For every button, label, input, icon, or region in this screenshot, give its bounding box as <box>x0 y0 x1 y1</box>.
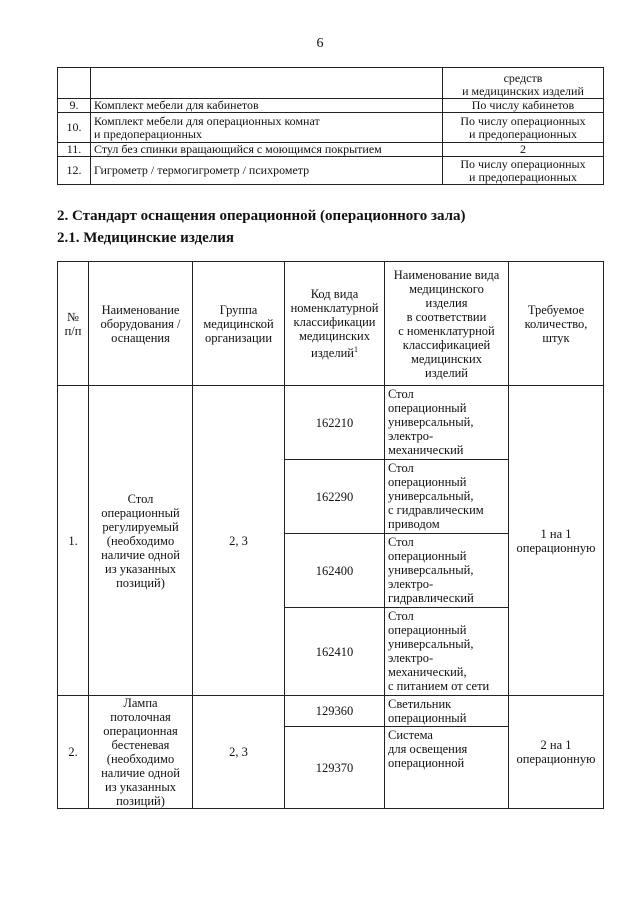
table-row <box>58 696 604 727</box>
device-kind-name: Стол операционный универсальный, с гидравлическим приводом <box>385 460 509 534</box>
nomenclature-code: 162210 <box>285 386 385 460</box>
header-row <box>58 262 604 386</box>
nomenclature-code: 162290 <box>285 460 385 534</box>
medical-devices-table <box>57 261 604 809</box>
top-equipment-table <box>57 67 604 185</box>
table-row <box>58 113 604 143</box>
subsection-heading: 2.1. Медицинские изделия <box>57 230 234 246</box>
header-equipment: Наименование оборудования / оснащения <box>89 262 193 386</box>
row-quantity: По числу операционных и предоперационных <box>443 113 604 143</box>
row-name: Гигрометр / термогигрометр / психрометр <box>91 157 443 185</box>
row-quantity: 2 <box>443 143 604 157</box>
row-number: 2. <box>58 696 89 809</box>
device-kind-name: Стол операционный универсальный, электро- механический <box>385 386 509 460</box>
row-number: 1. <box>58 386 89 696</box>
row-name <box>91 68 443 99</box>
row-number: 9. <box>58 99 91 113</box>
row-quantity: средств и медицинских изделий <box>443 68 604 99</box>
device-kind-name: Система для освещения операционной <box>385 727 509 809</box>
table-row <box>58 143 604 157</box>
header-group: Группа медицинской организации <box>193 262 285 386</box>
header-code-text: Код вида номенклатурной классификации медицинских изделий <box>290 286 379 361</box>
equipment-name: Лампа потолочная операционная бестеневая (необходимо наличие одной из указанных позиций) <box>89 696 193 809</box>
header-num: № п/п <box>58 262 89 386</box>
table-row <box>58 157 604 185</box>
footnote-mark: 1 <box>353 344 358 354</box>
device-kind-name: Светильник операционный <box>385 696 509 727</box>
row-quantity: По числу операционных и предоперационных <box>443 157 604 185</box>
device-kind-name: Стол операционный универсальный, электро- гидравлический <box>385 534 509 608</box>
equipment-name: Стол операционный регулируемый (необходимо наличие одной из указанных позиций) <box>89 386 193 696</box>
row-number: 10. <box>58 113 91 143</box>
row-name: Комплект мебели для операционных комнат и предоперационных <box>91 113 443 143</box>
nomenclature-code: 162400 <box>285 534 385 608</box>
page-number: 6 <box>316 36 324 51</box>
required-quantity: 2 на 1 операционную <box>509 696 604 809</box>
nomenclature-code: 162410 <box>285 608 385 696</box>
table-row <box>58 386 604 460</box>
header-code <box>285 262 385 386</box>
row-quantity: По числу кабинетов <box>443 99 604 113</box>
device-kind-name: Стол операционный универсальный, электро- механический, с питанием от сети <box>385 608 509 696</box>
row-number: 11. <box>58 143 91 157</box>
header-kind: Наименование вида медицинского изделия в соответствии с номенклатурной классификацией медицинских изделий <box>385 262 509 386</box>
row-name: Стул без спинки вращающийся с моющимся покрытием <box>91 143 443 157</box>
table-row <box>58 99 604 113</box>
nomenclature-code: 129360 <box>285 696 385 727</box>
row-number <box>58 68 91 99</box>
header-qty: Требуемое количество, штук <box>509 262 604 386</box>
nomenclature-code: 129370 <box>285 727 385 809</box>
organization-group: 2, 3 <box>193 386 285 696</box>
organization-group: 2, 3 <box>193 696 285 809</box>
row-name: Комплект мебели для кабинетов <box>91 99 443 113</box>
table-row <box>58 68 604 99</box>
required-quantity: 1 на 1 операционную <box>509 386 604 696</box>
row-number: 12. <box>58 157 91 185</box>
section-heading: 2. Стандарт оснащения операционной (операционного зала) <box>57 208 466 224</box>
